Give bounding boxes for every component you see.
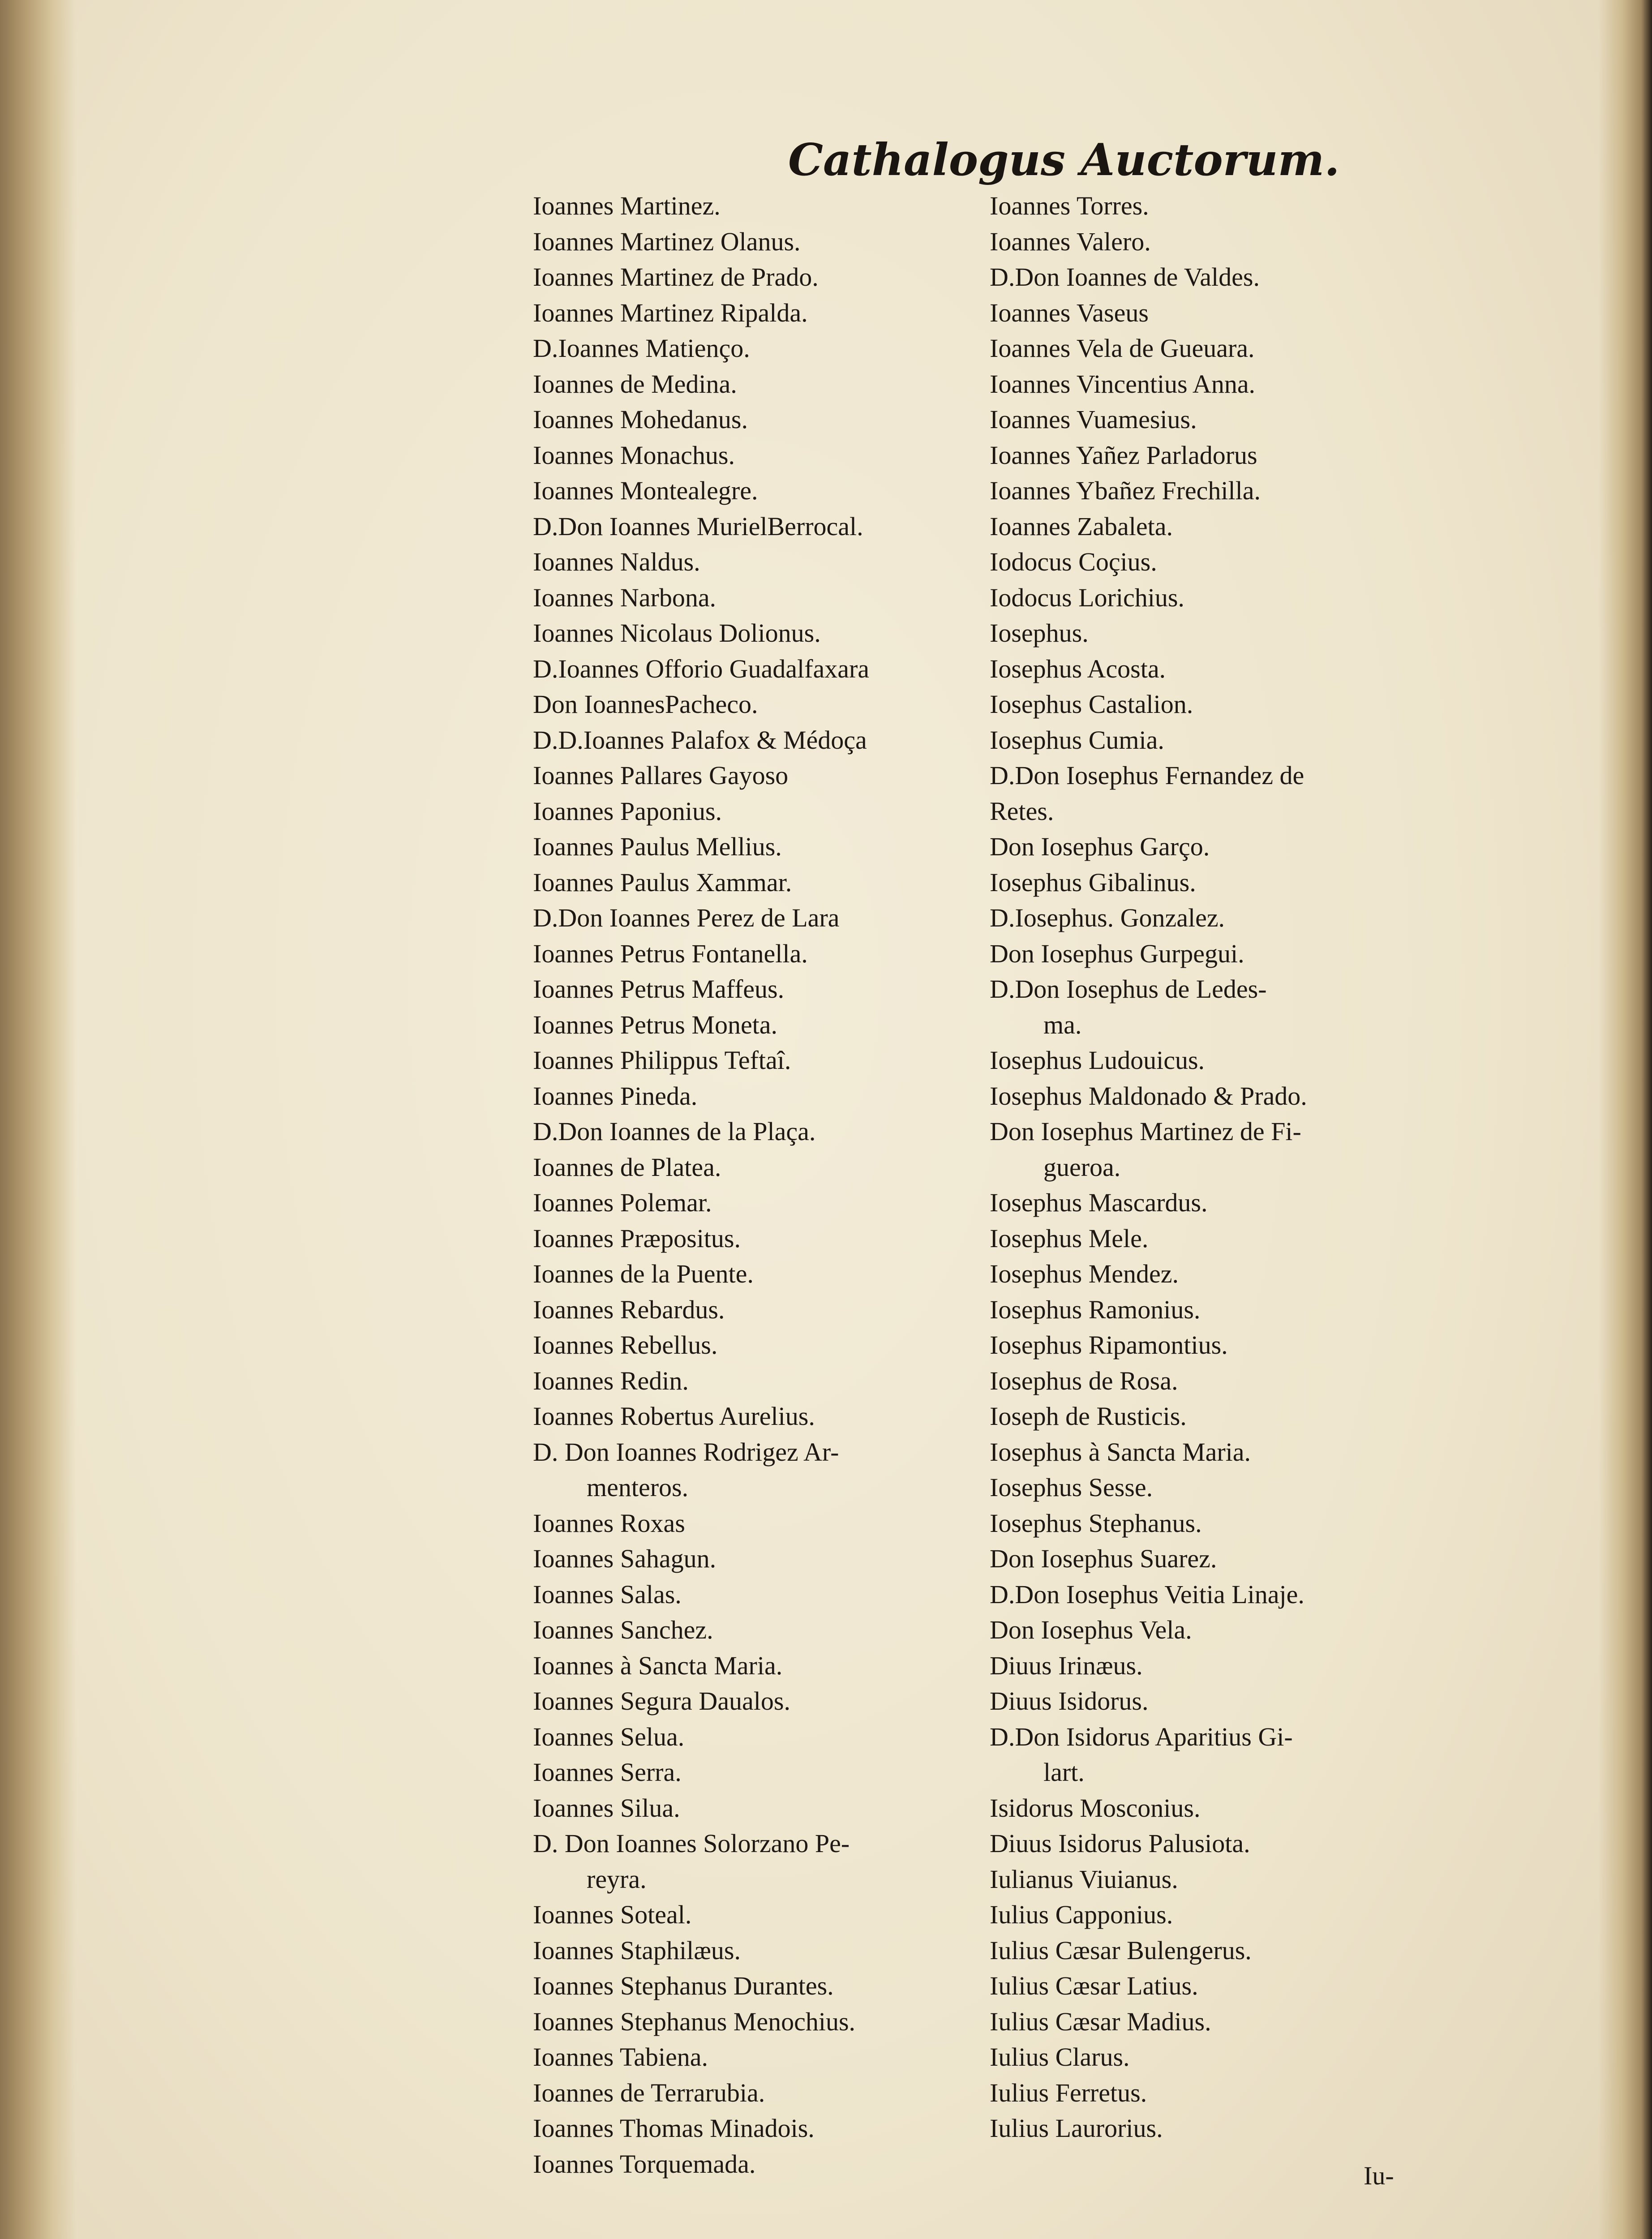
catalog-entry: Iosephus Sesse.: [990, 1473, 1153, 1502]
catalog-entry: Iulius Cæsar Latius.: [990, 1971, 1198, 2000]
catalog-entry: Ioannes Valero.: [990, 227, 1151, 256]
catalog-entry: Ioannes Soteal.: [533, 1900, 692, 1929]
running-head: Cathalogus Auctorum.: [788, 134, 1340, 186]
catalog-entry: D.Don Isidorus Aparitius Gi-: [990, 1722, 1293, 1751]
catalog-entry: D. Don Ioannes Solorzano Pe-: [533, 1829, 850, 1858]
catalog-entry: Ioannes Tabiena.: [533, 2042, 708, 2072]
catalog-entry: Ioannes Præpositus.: [533, 1223, 741, 1253]
catalog-entry: Ioannes Silua.: [533, 1793, 680, 1823]
catalog-entry: Ioannes Selua.: [533, 1722, 685, 1751]
catalog-entry: Don Iosephus Gurpegui.: [990, 939, 1244, 968]
catalog-entry: D.Don Ioannes Perez de Lara: [533, 903, 840, 932]
catalog-entry: Iulius Cæsar Madius.: [990, 2007, 1211, 2036]
catchword: Iu-: [1364, 2161, 1394, 2190]
catalog-entry: Ioannes Paponius.: [533, 796, 722, 826]
catalog-entry: Iulius Clarus.: [990, 2042, 1130, 2072]
catalog-entry: Iulianus Viuianus.: [990, 1864, 1178, 1894]
catalog-entry: D.Ioannes Matienço.: [533, 334, 750, 363]
catalog-entry: Ioannes Paulus Mellius.: [533, 832, 782, 861]
catalog-entry: ma.: [1043, 1010, 1082, 1039]
catalog-entry: Ioannes Rebellus.: [533, 1330, 718, 1360]
catalog-entry: Ioannes Petrus Maffeus.: [533, 974, 785, 1004]
catalog-entry: Ioannes Yañez Parladorus: [990, 440, 1257, 470]
catalog-entry: Ioannes Montealegre.: [533, 476, 758, 505]
catalog-entry: Ioannes Paulus Xammar.: [533, 867, 792, 897]
catalog-entry: Ioannes Robertus Aurelius.: [533, 1402, 815, 1431]
catalog-entry: Diuus Isidorus Palusiota.: [990, 1829, 1250, 1858]
catalog-entry: Ioannes Naldus.: [533, 547, 700, 576]
catalog-entry: Iulius Laurorius.: [990, 2114, 1163, 2143]
catalog-entry: D.Don Iosephus Veitia Linaje.: [990, 1579, 1304, 1609]
catalog-entry: Iosephus Ludouicus.: [990, 1046, 1205, 1075]
catalog-entry: Don IoannesPacheco.: [533, 690, 758, 719]
catalog-entry: Iosephus Acosta.: [990, 654, 1166, 683]
catalog-entry: Ioannes Martinez Ripalda.: [533, 298, 808, 327]
catalog-entry: Iulius Cæsar Bulengerus.: [990, 1935, 1252, 1965]
catalog-entry: Ioannes Martinez de Prado.: [533, 262, 819, 292]
catalog-entry: D.Don Ioannes de la Plaça.: [533, 1117, 816, 1146]
catalog-entry: Ioannes Nicolaus Dolionus.: [533, 618, 821, 648]
catalog-entry: Ioannes Philippus Teftaî.: [533, 1046, 791, 1075]
catalog-entry: Ioannes à Sancta Maria.: [533, 1651, 783, 1680]
catalog-entry: Ioannes Vela de Gueuara.: [990, 334, 1255, 363]
catalog-entry: menteros.: [587, 1473, 689, 1502]
catalog-entry: Ioannes Torres.: [990, 191, 1149, 220]
catalog-entry: Iosephus Stephanus.: [990, 1508, 1202, 1538]
catalog-entry: lart.: [1043, 1758, 1085, 1787]
catalog-entry: Retes.: [990, 796, 1054, 826]
catalog-entry: Ioannes Petrus Fontanella.: [533, 939, 808, 968]
catalog-entry: Ioannes Vaseus: [990, 298, 1149, 327]
binding-gutter: [0, 0, 76, 2239]
catalog-entry: Iodocus Coçius.: [990, 547, 1157, 576]
catalog-entry: D.Ioannes Offorio Guadalfaxara: [533, 654, 869, 683]
catalog-entry: D.Don Ioannes MurielBerrocal.: [533, 511, 863, 541]
catalog-entry: Ioannes Roxas: [533, 1508, 685, 1538]
catalog-entry: Ioannes Salas.: [533, 1579, 682, 1609]
catalog-entry: Iulius Capponius.: [990, 1900, 1173, 1929]
catalog-entry: Ioannes Sahagun.: [533, 1544, 717, 1573]
catalog-entry: Ioseph de Rusticis.: [990, 1402, 1187, 1431]
catalog-entry: Iosephus Mendez.: [990, 1259, 1179, 1288]
catalog-entry: Iosephus.: [990, 618, 1089, 648]
catalog-entry: Ioannes Polemar.: [533, 1188, 712, 1217]
catalog-entry: D.Don Iosephus Fernandez de: [990, 761, 1304, 790]
right-column: [990, 188, 1437, 2146]
catalog-entry: reyra.: [587, 1864, 647, 1894]
catalog-entry: Ioannes Staphilæus.: [533, 1935, 741, 1965]
catalog-entry: Iosephus de Rosa.: [990, 1366, 1178, 1395]
page-fore-edge: [1598, 0, 1652, 2239]
catalog-entry: Don Iosephus Garço.: [990, 832, 1210, 861]
catalog-entry: Ioannes Vuamesius.: [990, 405, 1197, 434]
catalog-entry: Iodocus Lorichius.: [990, 583, 1184, 612]
catalog-entry: Don Iosephus Suarez.: [990, 1544, 1217, 1573]
catalog-entry: Ioannes Petrus Moneta.: [533, 1010, 778, 1039]
catalog-entry: Ioannes Stephanus Menochius.: [533, 2007, 856, 2036]
catalog-entry: Iosephus Ramonius.: [990, 1295, 1201, 1324]
catalog-entry: D.Iosephus. Gonzalez.: [990, 903, 1225, 932]
left-column: [533, 188, 981, 2182]
catalog-entry: Ioannes Vincentius Anna.: [990, 369, 1256, 399]
catalog-entry: Ioannes Redin.: [533, 1366, 689, 1395]
catalog-entry: Iulius Ferretus.: [990, 2078, 1147, 2107]
catalog-entry: Iosephus Cumia.: [990, 725, 1164, 755]
catalog-entry: Ioannes Rebardus.: [533, 1295, 725, 1324]
catalog-entry: Ioannes Monachus.: [533, 440, 735, 470]
catalog-entry: D. Don Ioannes Rodrigez Ar-: [533, 1437, 839, 1467]
catalog-entry: Ioannes Ybañez Frechilla.: [990, 476, 1261, 505]
catalog-entry: Ioannes de la Puente.: [533, 1259, 754, 1288]
catalog-entry: Ioannes Serra.: [533, 1758, 682, 1787]
catalog-entry: gueroa.: [1043, 1152, 1121, 1182]
catalog-entry: Diuus Irinæus.: [990, 1651, 1143, 1680]
catalog-entry: Diuus Isidorus.: [990, 1686, 1149, 1716]
catalog-entry: D.Don Ioannes de Valdes.: [990, 262, 1260, 292]
catalog-entry: Ioannes Pallares Gayoso: [533, 761, 789, 790]
catalog-entry: Ioannes Martinez.: [533, 191, 721, 220]
catalog-entry: Ioannes Stephanus Durantes.: [533, 1971, 834, 2000]
catalog-entry: Iosephus Ripamontius.: [990, 1330, 1228, 1360]
catalog-entry: D.D.Ioannes Palafox & Médoça: [533, 725, 867, 755]
catalog-entry: Iosephus Gibalinus.: [990, 867, 1196, 897]
catalog-entry: Don Iosephus Martinez de Fi-: [990, 1117, 1301, 1146]
catalog-entry: Don Iosephus Vela.: [990, 1615, 1192, 1644]
catalog-entry: Ioannes Martinez Olanus.: [533, 227, 801, 256]
catalog-entry: Iosephus à Sancta Maria.: [990, 1437, 1251, 1467]
catalog-entry: Ioannes de Platea.: [533, 1152, 721, 1182]
catalog-entry: Ioannes Narbona.: [533, 583, 717, 612]
catalog-entry: Ioannes Mohedanus.: [533, 405, 748, 434]
catalog-entry: Ioannes Zabaleta.: [990, 511, 1173, 541]
catalog-entry: Iosephus Mele.: [990, 1223, 1149, 1253]
catalog-entry: Iosephus Maldonado & Prado.: [990, 1081, 1307, 1111]
catalog-entry: Isidorus Mosconius.: [990, 1793, 1201, 1823]
catalog-entry: D.Don Iosephus de Ledes-: [990, 974, 1267, 1004]
catalog-entry: Ioannes Pineda.: [533, 1081, 698, 1111]
catalog-entry: Iosephus Castalion.: [990, 690, 1193, 719]
catalog-entry: Ioannes de Medina.: [533, 369, 737, 399]
catalog-entry: Iosephus Mascardus.: [990, 1188, 1208, 1217]
catalog-entry: Ioannes de Terrarubia.: [533, 2078, 765, 2107]
catalog-entry: Ioannes Segura Daualos.: [533, 1686, 790, 1716]
catalog-entry: Ioannes Sanchez.: [533, 1615, 713, 1644]
catalog-entry: Ioannes Torquemada.: [533, 2149, 756, 2179]
catalog-entry: Ioannes Thomas Minadois.: [533, 2114, 815, 2143]
